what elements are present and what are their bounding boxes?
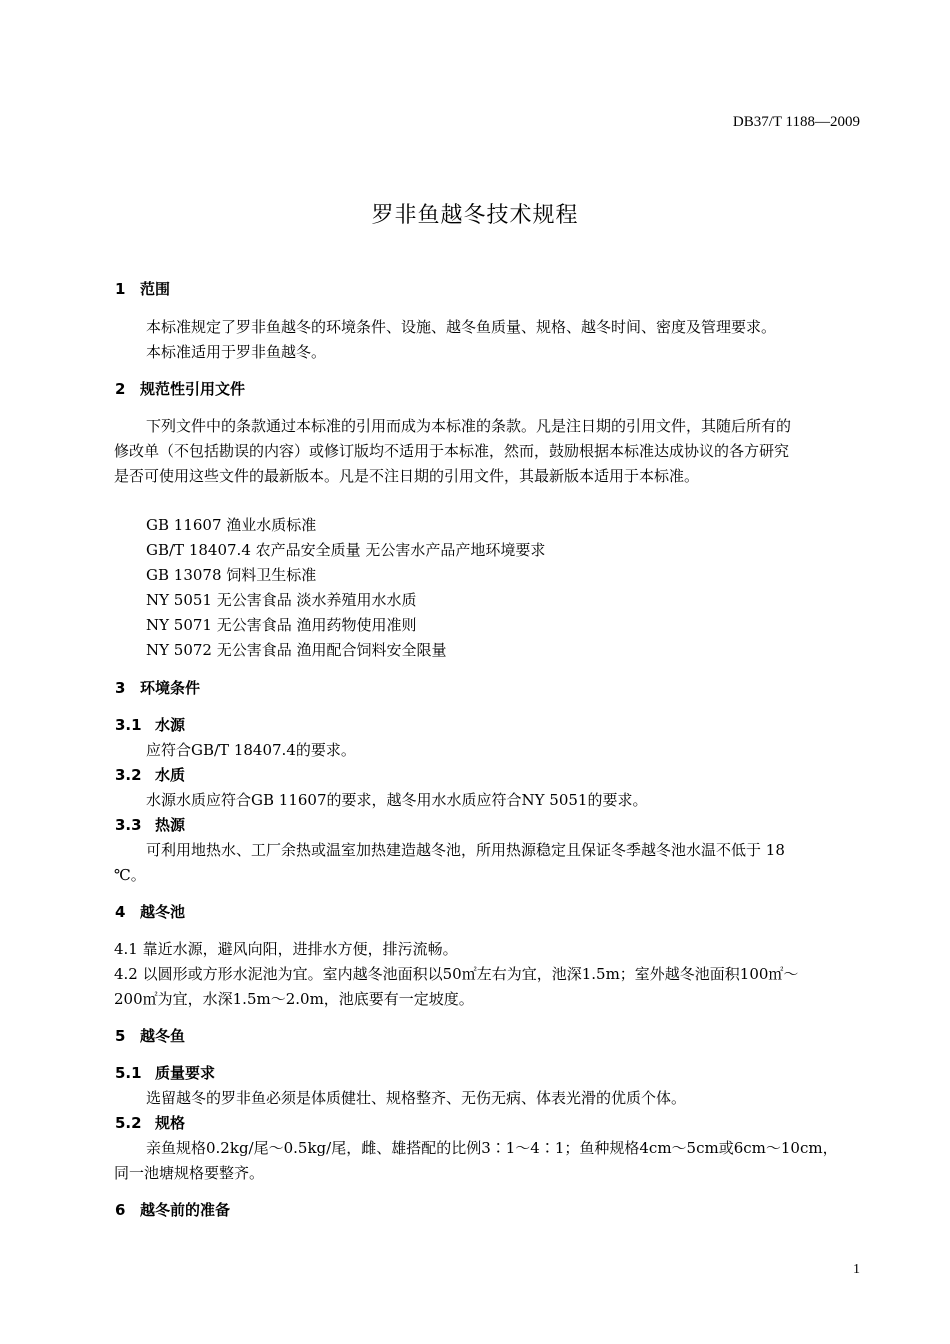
section-4-item-1: 4.1 靠近水源，避风向阳，进排水方便，排污流畅。: [114, 940, 458, 958]
subsection-3-1-heading: 3.1 水源: [115, 716, 186, 734]
page-number: 1: [853, 1262, 860, 1277]
subsection-5-1-heading: 5.1 质量要求: [115, 1064, 216, 1082]
section-4-heading: 4 越冬池: [115, 903, 186, 921]
section-2-heading: 2 规范性引用文件: [115, 380, 246, 398]
reference-item: NY 5051 无公害食品 淡水养殖用水水质: [146, 591, 417, 609]
subsection-3-2-heading: 3.2 水质: [115, 766, 186, 784]
subsection-5-2-heading: 5.2 规格: [115, 1114, 186, 1132]
subsection-5-1-text: 选留越冬的罗非鱼必须是体质健壮、规格整齐、无伤无病、体表光滑的优质个体。: [146, 1089, 687, 1107]
section-2-paragraph-line-1: 下列文件中的条款通过本标准的引用而成为本标准的条款。凡是注日期的引用文件，其随后所有的: [146, 417, 792, 435]
subsection-3-3-text-line-2: ℃。: [114, 866, 146, 884]
reference-item: GB 13078 饲料卫生标准: [146, 566, 317, 584]
subsection-3-3-text-line-1: 可利用地热水、工厂余热或温室加热建造越冬池，所用热源稳定且保证冬季越冬池水温不低于 18: [146, 841, 785, 859]
section-2-paragraph-line-3: 是否可使用这些文件的最新版本。凡是不注日期的引用文件，其最新版本适用于本标准。: [114, 467, 700, 485]
section-3-heading: 3 环境条件: [115, 679, 201, 697]
section-1-heading: 1 范围: [115, 280, 171, 298]
subsection-5-2-text-line-1: 亲鱼规格0.2kg/尾～0.5kg/尾，雌、雄搭配的比例3∶1～4∶1；鱼种规格4cm～5cm或6cm～10cm，: [146, 1139, 838, 1157]
subsection-3-3-heading: 3.3 热源: [115, 816, 186, 834]
subsection-3-2-text: 水源水质应符合GB 11607的要求，越冬用水水质应符合NY 5051的要求。: [146, 791, 648, 809]
reference-item: GB 11607 渔业水质标准: [146, 516, 317, 534]
subsection-3-1-text: 应符合GB/T 18407.4的要求。: [146, 741, 356, 759]
section-2-paragraph-line-2: 修改单（不包括勘误的内容）或修订版均不适用于本标准，然而，鼓励根据本标准达成协议的各方研究: [114, 442, 790, 460]
standard-code: DB37/T 1188—2009: [732, 114, 860, 130]
section-5-heading: 5 越冬鱼: [115, 1027, 186, 1045]
document-title: 罗非鱼越冬技术规程: [371, 203, 579, 228]
reference-item: NY 5071 无公害食品 渔用药物使用准则: [146, 616, 417, 634]
section-4-item-2-line-2: 200㎡为宜，水深1.5m～2.0m，池底要有一定坡度。: [114, 990, 474, 1008]
reference-item: NY 5072 无公害食品 渔用配合饲料安全限量: [146, 641, 447, 659]
section-1-paragraph-2: 本标准适用于罗非鱼越冬。: [146, 343, 327, 361]
section-4-item-2-line-1: 4.2 以圆形或方形水泥池为宜。室内越冬池面积以50㎡左右为宜，池深1.5m；室外越冬池面积100㎡～: [114, 965, 799, 983]
reference-item: GB/T 18407.4 农产品安全质量 无公害水产品产地环境要求: [146, 541, 546, 559]
subsection-5-2-text-line-2: 同一池塘规格要整齐。: [114, 1164, 265, 1182]
section-6-heading: 6 越冬前的准备: [115, 1201, 231, 1219]
section-1-paragraph-1: 本标准规定了罗非鱼越冬的环境条件、设施、越冬鱼质量、规格、越冬时间、密度及管理要求。: [146, 318, 777, 336]
